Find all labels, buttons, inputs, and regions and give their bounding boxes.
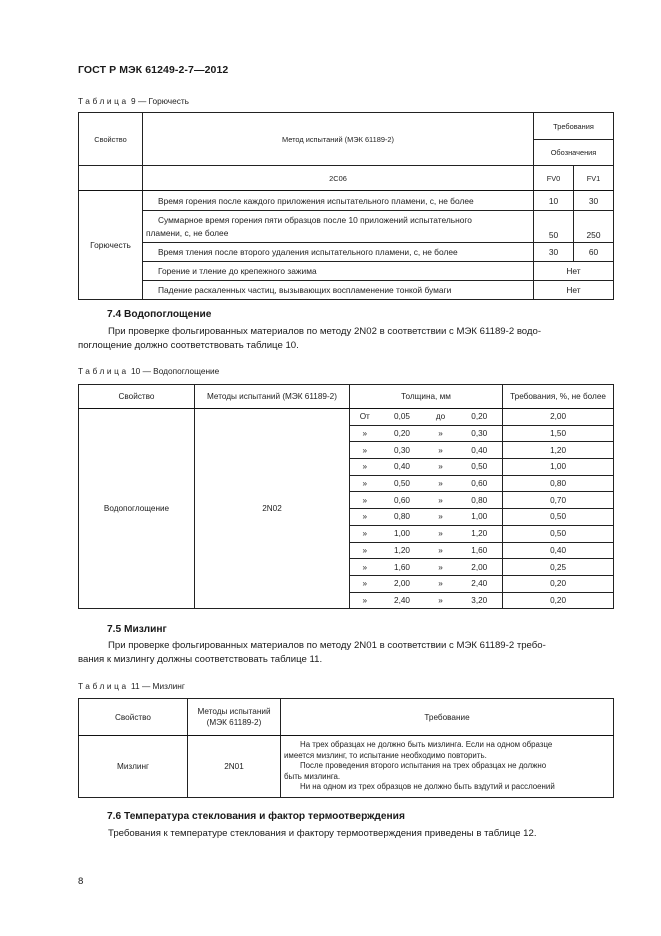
table11-req-line4: быть мизлинга. — [284, 771, 341, 781]
table10-from-value: 0,05 — [380, 409, 425, 426]
table9-row1-text: Время горения после каждого приложения испытательного пламени, с, не более — [143, 191, 534, 211]
table10-to-value: 0,50 — [457, 459, 503, 476]
table9-caption — [78, 96, 189, 106]
table10-property: Водопоглощение — [79, 409, 195, 609]
table11-requirement-text — [281, 736, 614, 798]
table9-method-code: 2C06 — [143, 166, 534, 191]
table10-from-word: » — [350, 442, 380, 459]
table11-header-methods-line2: (МЭК 61189-2) — [206, 718, 262, 727]
table11-req-line3: После проведения второго испытания на трех образцах не должно — [300, 761, 547, 771]
table9-caption-title: 9 — Горючесть — [128, 96, 189, 106]
table10-requirement-value: 1,00 — [503, 459, 614, 476]
section-7-5-paragraph — [78, 639, 613, 667]
table10-to-word: » — [425, 459, 457, 476]
table9-fv0: FV0 — [534, 166, 574, 191]
table10-to-value: 1,60 — [457, 542, 503, 559]
table10-requirement-value: 0,40 — [503, 542, 614, 559]
table10-header-requirements: Требования, %, не более — [503, 385, 614, 409]
table9-row5-value: Нет — [534, 281, 614, 300]
table9-row2-fv1: 250 — [574, 211, 614, 243]
table11-header-property: Свойство — [79, 699, 188, 736]
table10-to-word: » — [425, 525, 457, 542]
table9-header-property: Свойство — [79, 113, 143, 166]
table10-to-word: » — [425, 559, 457, 576]
table9-fv1: FV1 — [574, 166, 614, 191]
table10-from-value: 2,40 — [380, 592, 425, 609]
table9-row5-text: Падение раскаленных частиц, вызывающих воспламенение тонкой бумаги — [143, 281, 534, 300]
table10-water-absorption — [78, 384, 614, 609]
table11-header-methods-line1: Методы испытаний — [197, 707, 271, 716]
table10-to-value: 0,30 — [457, 425, 503, 442]
table10-row — [79, 409, 614, 426]
table9-row2-line2: пламени, с, не более — [146, 227, 229, 238]
table10-from-value: 1,20 — [380, 542, 425, 559]
table10-to-word: » — [425, 492, 457, 509]
table10-to-value: 2,00 — [457, 559, 503, 576]
table10-from-word: » — [350, 542, 380, 559]
table10-requirement-value: 0,50 — [503, 525, 614, 542]
table10-requirement-value: 0,70 — [503, 492, 614, 509]
table10-to-word: » — [425, 509, 457, 526]
table9-property-flammability: Горючесть — [79, 191, 143, 300]
table10-requirement-value: 0,25 — [503, 559, 614, 576]
table10-from-word: » — [350, 575, 380, 592]
table10-caption-word: Таблица — [78, 366, 129, 376]
table9-row3-fv0: 30 — [534, 243, 574, 262]
section-7-4-paragraph — [78, 325, 613, 353]
table10-header-property: Свойство — [79, 385, 195, 409]
section-7-5-line2: вания к мизлингу должны соответствовать таблице 11. — [78, 654, 323, 665]
table10-requirement-value: 0,20 — [503, 592, 614, 609]
table10-header-thickness: Толщина, мм — [350, 385, 503, 409]
table9-row1-fv0: 10 — [534, 191, 574, 211]
table9-header-method: Метод испытаний (МЭК 61189-2) — [143, 113, 534, 166]
page-number: 8 — [78, 876, 84, 887]
table10-to-value: 2,40 — [457, 575, 503, 592]
table10-requirement-value: 0,80 — [503, 475, 614, 492]
standard-header: ГОСТ Р МЭК 61249-2-7—2012 — [78, 64, 229, 76]
table10-to-value: 1,20 — [457, 525, 503, 542]
table10-to-word: до — [425, 409, 457, 426]
table10-from-value: 1,00 — [380, 525, 425, 542]
table11-measling — [78, 698, 614, 798]
table10-requirement-value: 1,20 — [503, 442, 614, 459]
table10-to-word: » — [425, 425, 457, 442]
table10-method: 2N02 — [195, 409, 350, 609]
table9-row1-fv1: 30 — [574, 191, 614, 211]
table11-caption-word: Таблица — [78, 681, 129, 691]
table10-from-word: » — [350, 425, 380, 442]
table10-from-value: 0,80 — [380, 509, 425, 526]
table10-from-value: 2,00 — [380, 575, 425, 592]
table10-to-value: 0,40 — [457, 442, 503, 459]
table9-header-requirements: Требования — [534, 113, 614, 140]
table11-req-line2: имеется мизлинг, то испытание необходимо повторить. — [284, 750, 487, 760]
table9-row4-value: Нет — [534, 262, 614, 281]
table10-to-value: 0,20 — [457, 409, 503, 426]
section-7-4-line1: При проверке фольгированных материалов по методу 2N02 в соответствии с МЭК 61189-2 водо- — [108, 326, 542, 337]
table10-from-word: » — [350, 475, 380, 492]
table10-caption — [78, 366, 219, 376]
table10-requirement-value: 2,00 — [503, 409, 614, 426]
table10-from-word: » — [350, 525, 380, 542]
table10-caption-title: 10 — Водопоглощение — [128, 366, 220, 376]
table10-from-value: 0,40 — [380, 459, 425, 476]
table10-from-value: 1,60 — [380, 559, 425, 576]
table10-requirement-value: 0,20 — [503, 575, 614, 592]
table10-from-value: 0,50 — [380, 475, 425, 492]
section-7-5-line1: При проверке фольгированных материалов по методу 2N01 в соответствии с МЭК 61189-2 требо- — [108, 640, 546, 651]
table10-from-value: 0,20 — [380, 425, 425, 442]
table10-requirement-value: 0,50 — [503, 509, 614, 526]
table10-to-value: 0,80 — [457, 492, 503, 509]
table11-req-line1: На трех образцах не должно быть мизлинга. Если на одном образце — [300, 740, 553, 750]
table9-empty-cell — [79, 166, 143, 191]
table9-row3-text: Время тления после второго удаления испытательного пламени, с, не более — [143, 243, 534, 262]
table10-from-word: » — [350, 559, 380, 576]
table9-caption-word: Таблица — [78, 96, 129, 106]
table11-req-line5: Ни на одном из трех образцов не должно быть вздутий и расслоений — [300, 782, 555, 792]
table10-header-methods: Методы испытаний (МЭК 61189-2) — [195, 385, 350, 409]
table10-to-word: » — [425, 442, 457, 459]
section-7-5-heading: 7.5 Мизлинг — [107, 624, 167, 635]
table11-caption-title: 11 — Мизлинг — [128, 681, 185, 691]
table10-to-word: » — [425, 475, 457, 492]
table10-from-word: » — [350, 459, 380, 476]
table11-caption — [78, 681, 185, 691]
table9-row2-text — [143, 211, 534, 243]
table10-to-word: » — [425, 575, 457, 592]
table11-header-methods — [188, 699, 281, 736]
table9-header-designation: Обозначения — [534, 140, 614, 166]
table10-from-word: » — [350, 492, 380, 509]
table9-row3-fv1: 60 — [574, 243, 614, 262]
table11-method: 2N01 — [188, 736, 281, 798]
table10-from-word: » — [350, 592, 380, 609]
table10-to-value: 0,60 — [457, 475, 503, 492]
table10-to-word: » — [425, 542, 457, 559]
table10-from-word: » — [350, 509, 380, 526]
table9-row2-fv0: 50 — [534, 211, 574, 243]
section-7-6-heading: 7.6 Температура стеклования и фактор термоотверждения — [107, 811, 405, 822]
table10-to-word: » — [425, 592, 457, 609]
section-7-6-paragraph: Требования к температуре стеклования и фактору термоотверждения приведены в таблице 12. — [108, 828, 537, 839]
table10-from-word: От — [350, 409, 380, 426]
table10-from-value: 0,30 — [380, 442, 425, 459]
table11-property: Мизлинг — [79, 736, 188, 798]
table9-flammability — [78, 112, 614, 300]
table10-requirement-value: 1,50 — [503, 425, 614, 442]
table9-row2-line1: Суммарное время горения пяти образцов после 10 приложений испытательного — [158, 214, 472, 225]
table11-header-requirement: Требование — [281, 699, 614, 736]
table10-body — [79, 409, 614, 609]
table9-row4-text: Горение и тление до крепежного зажима — [143, 262, 534, 281]
section-7-4-line2: поглощение должно соответствовать таблице 10. — [78, 340, 299, 351]
table10-from-value: 0,60 — [380, 492, 425, 509]
table10-to-value: 1,00 — [457, 509, 503, 526]
section-7-4-heading: 7.4 Водопоглощение — [107, 309, 212, 320]
table10-to-value: 3,20 — [457, 592, 503, 609]
